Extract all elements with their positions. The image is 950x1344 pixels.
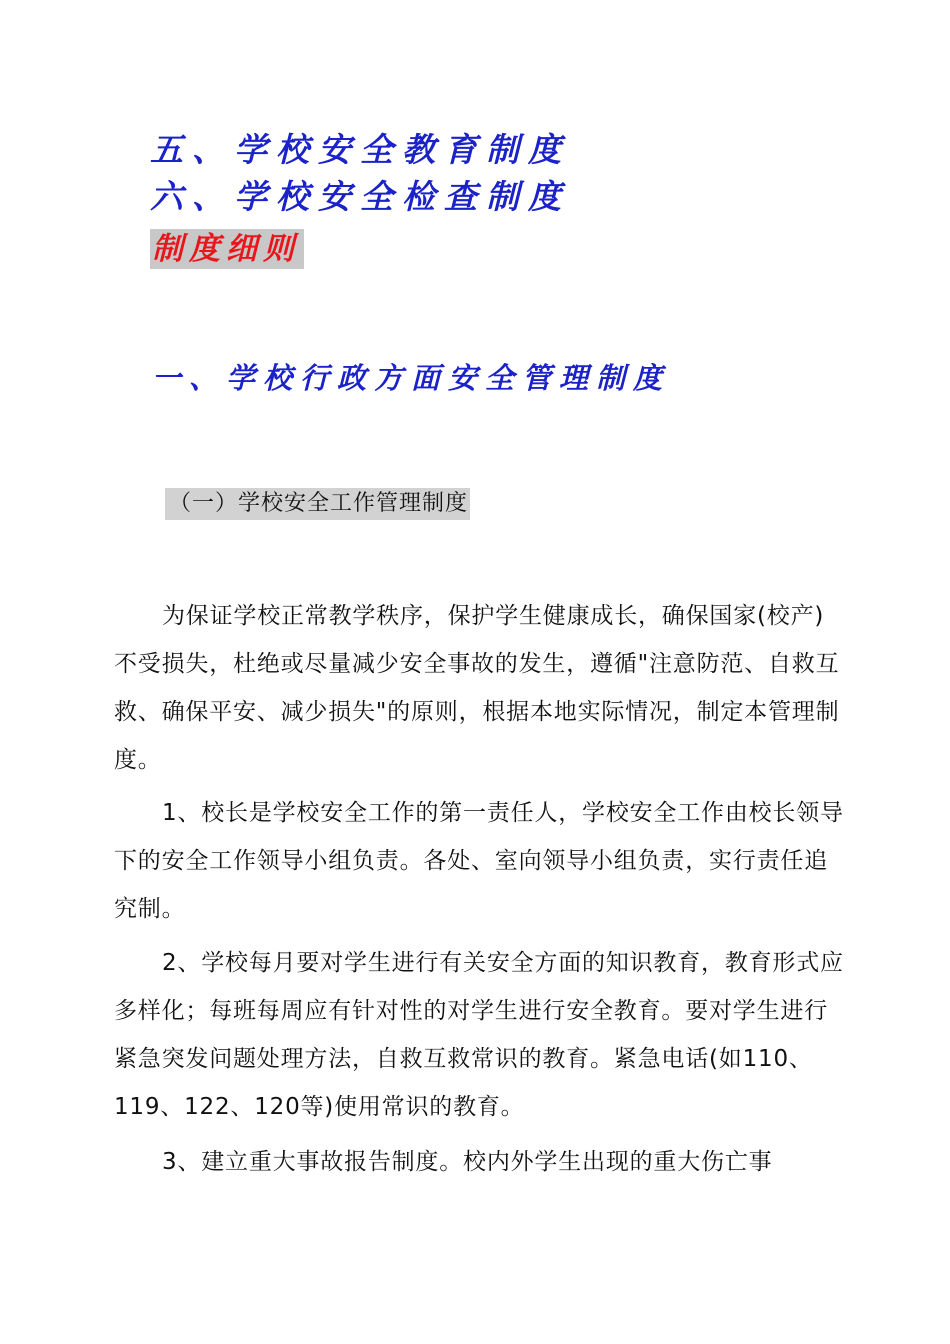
rules-detail-heading: 制度细则 (150, 229, 304, 269)
toc-item-6: 六、学校安全检查制度 (150, 177, 570, 216)
subsection-title: （一）学校安全工作管理制度 (165, 488, 470, 520)
paragraph-item-3 (114, 1138, 844, 1186)
paragraph-item-1 (114, 789, 844, 933)
paragraph-item-3-text: 3、建立重大事故报告制度。校内外学生出现的重大伤亡事 (162, 1149, 773, 1175)
paragraph-intro (114, 592, 844, 784)
paragraph-item-1-text: 1、校长是学校安全工作的第一责任人，学校安全工作由校长领导下的安全工作领导小组负责。各处、室向领导小组负责，实行责任追究制。 (114, 800, 844, 922)
section-title: 一、学校行政方面安全管理制度 (152, 361, 671, 395)
paragraph-item-2 (114, 939, 844, 1131)
paragraph-intro-text: 为保证学校正常教学秩序，保护学生健康成长，确保国家(校产)不受损失，杜绝或尽量减少安全事故的发生，遵循"注意防范、自救互救、确保平安、减少损失"的原则，根据本地实际情况，制定本管理制度。 (114, 603, 840, 773)
toc-item-5: 五、学校安全教育制度 (150, 130, 570, 169)
paragraph-item-2-text: 2、学校每月要对学生进行有关安全方面的知识教育，教育形式应多样化；每班每周应有针对性的对学生进行安全教育。要对学生进行紧急突发问题处理方法，自救互救常识的教育。紧急电话(如110、119、122、120等)使用常识的教育。 (114, 950, 844, 1120)
